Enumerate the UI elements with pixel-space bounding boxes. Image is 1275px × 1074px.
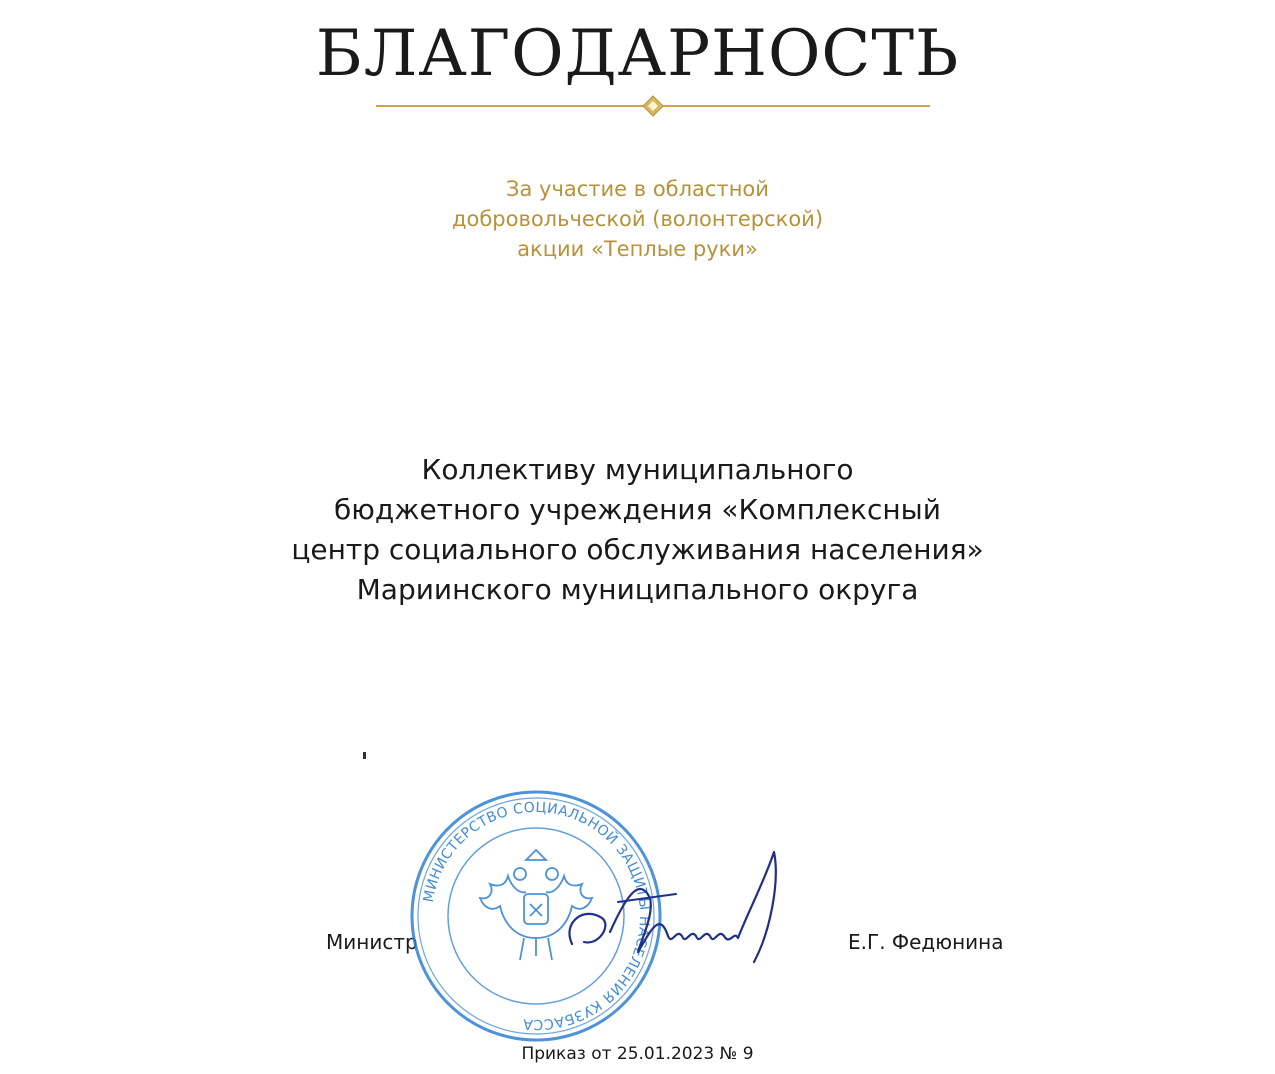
recipient-block xyxy=(0,450,1275,610)
award-reason-line: За участие в областной xyxy=(506,177,769,201)
award-reason-line: акции «Теплые руки» xyxy=(517,237,758,261)
ornamental-divider xyxy=(376,94,930,118)
order-reference: Приказ от 25.01.2023 № 9 xyxy=(521,1044,754,1064)
handwritten-signature xyxy=(558,842,798,982)
recipient-line: Мариинского муниципального округа xyxy=(356,573,919,606)
recipient-line: Коллективу муниципального xyxy=(421,453,854,486)
award-reason xyxy=(0,174,1275,264)
certificate-title: БЛАГОДАРНОСТЬ xyxy=(315,17,960,91)
recipient-line: бюджетного учреждения «Комплексный xyxy=(334,493,941,526)
signatory-name: Е.Г. Федюнина xyxy=(848,930,1004,954)
stamp-text: МИНИСТЕРСТВО СОЦИАЛЬНОЙ ЗАЩИТЫ НАСЕЛЕНИЯ КУЗБАССА xyxy=(420,799,653,1033)
ink-mark xyxy=(363,752,366,759)
recipient-line: центр социального обслуживания населения» xyxy=(291,533,984,566)
award-reason-line: добровольческой (волонтерской) xyxy=(451,207,824,231)
signatory-role: Министр xyxy=(326,930,418,954)
